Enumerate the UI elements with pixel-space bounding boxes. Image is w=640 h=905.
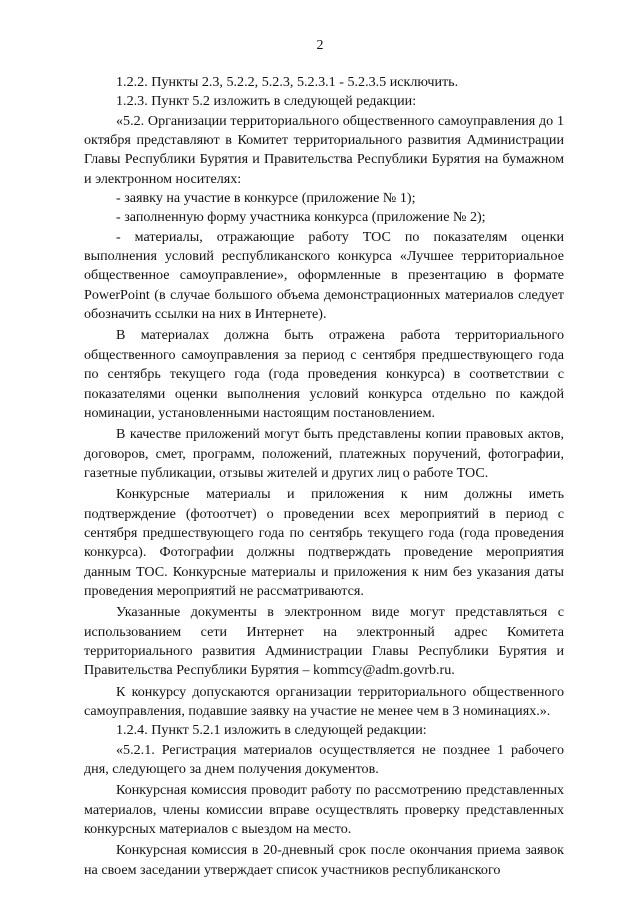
paragraph-5-2-1: «5.2.1. Регистрация материалов осуществляется не позднее 1 рабочего дня, следующего за днем получения документов. [84,741,564,778]
paragraph-1-2-3: 1.2.3. Пункт 5.2 изложить в следующей редакции: [116,93,417,110]
paragraph-period: В материалах должна быть отражена работа территориального общественного самоуправления за период с сентября предшествующего года по сентябрь текущего года (года проведения конкурса) в соответствии с показателями оценки выполнения условий конкурса отдельно по каждой номинации, установленными настоящим постановлением. [84,327,564,421]
list-item-materials: - материалы, отражающие работу ТОС по показателям оценки выполнения условий республиканского конкурса «Лучшее территориальное общественное самоуправление», оформленные в презентацию в формате PowerPoint (в случае большого объема демонстрационных материалов следует обозначить ссылки на них в Интернете). [84,228,564,323]
paragraph-admission: К конкурсу допускаются организации территориального общественного самоуправления, подавшие заявку на участие не менее чем в 3 номинациях.». [84,683,564,719]
list-item-application: - заявку на участие в конкурсе (приложение № 1); [116,190,416,207]
paragraph-commission-meeting: Конкурсная комиссия в 20-дневный срок после окончания приема заявок на своем заседании утверждает список участников республиканского [84,842,564,878]
paragraph-1-2-4: 1.2.4. Пункт 5.2.1 изложить в следующей редакции: [116,722,427,739]
document-body [84,73,564,880]
paragraph-5-2-intro: «5.2. Организации территориального общественного самоуправления до 1 октября представляют в Комитет территориального развития Администрации Главы Республики Бурятия и Правительства Республики Бурятия на бумажном и электронном носителях: [84,112,564,187]
paragraph-commission-review: Конкурсная комиссия проводит работу по рассмотрению представленных материалов, члены комиссии вправе осуществлять проверку представленных конкурсных материалов с выездом на место. [84,782,564,838]
paragraph-photo-report: Конкурсные материалы и приложения к ним должны иметь подтверждение (фотоотчет) о проведении всех мероприятий в период с сентября предшествующего года по сентябрь текущего года (года проведения конкурса). Фотографии должны подтверждать проведение мероприятия данным ТОС. Конкурсные материалы и приложения к ним без указания даты проведения мероприятий не рассматриваются. [84,486,564,599]
paragraph-1-2-2: 1.2.2. Пункты 2.3, 5.2.2, 5.2.3, 5.2.3.1 - 5.2.3.5 исключить. [116,74,459,90]
paragraph-electronic-submission: Указанные документы в электронном виде могут представляться с использованием сети Интернет на электронный адрес Комитета территориального развития Администрации Главы Республики Бурятия и Правительства Республики Бурятия – kommcy@adm.govrb.ru. [84,604,564,679]
list-item-participant-form: - заполненную форму участника конкурса (приложение № 2); [116,209,486,226]
paragraph-attachments: В качестве приложений могут быть представлены копии правовых актов, договоров, смет, программ, положений, платежных поручений, фотографии, газетные публикации, отзывы жителей и других лиц о работе ТОС. [84,426,564,481]
page-number: 2 [316,38,324,53]
